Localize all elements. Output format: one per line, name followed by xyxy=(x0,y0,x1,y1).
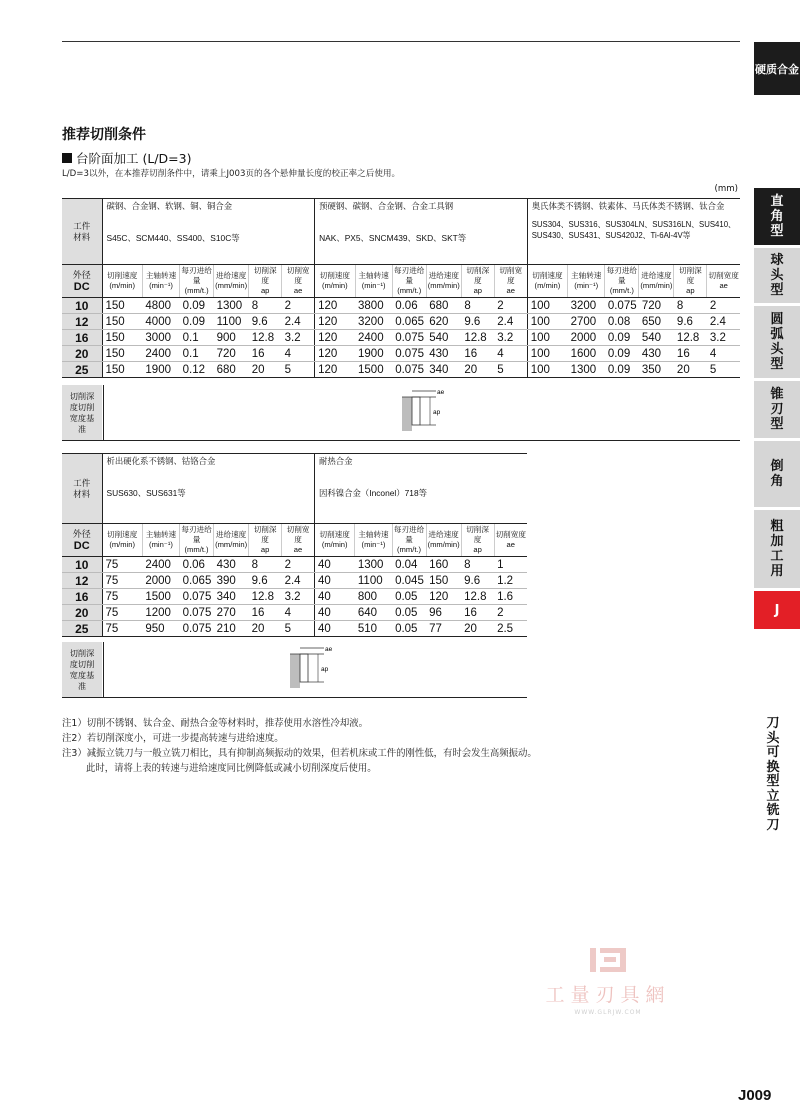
table-cell: 100 xyxy=(527,346,567,362)
watermark-url: WWW.GLRJW.COM xyxy=(574,1009,642,1016)
footnotes xyxy=(62,716,537,776)
svg-text:ap: ap xyxy=(321,666,329,673)
ae-ap-diagram-icon xyxy=(396,387,446,437)
table-cell: 0.1 xyxy=(180,330,214,346)
footnote-3: 注3）减振立铣刀与一般立铣刀相比，具有抑制高频振动的效果，但若机床或工件的刚性低，有时会发生高频振动。 xyxy=(62,748,537,759)
table-cell: 120 xyxy=(315,330,355,346)
table-cell: 0.075 xyxy=(392,346,426,362)
table-row xyxy=(62,330,740,346)
table-cell: 77 xyxy=(426,621,461,637)
column-header: 主轴转速 (min⁻¹) xyxy=(142,265,179,298)
diameter-value: 20 xyxy=(62,346,102,362)
column-header: 进给速度 (mm/min) xyxy=(214,265,249,298)
table-cell: 40 xyxy=(315,573,355,589)
table-cell: 12.8 xyxy=(461,330,494,346)
column-header: 每刃进给量 (mm/t.) xyxy=(180,524,214,557)
table-cell: 340 xyxy=(426,362,461,378)
footnote-3-continued: 此时，请将上表的转速与进给速度同比例降低或减小切削深度后使用。 xyxy=(86,763,377,774)
ld-note: L/D=3以外，在本推荐切削条件中，请乘上J003页的各个悬伸量长度的校正率之后使用。 xyxy=(62,169,401,179)
table-cell: 0.09 xyxy=(605,346,639,362)
column-header: 切削宽度 ae xyxy=(282,524,315,557)
diameter-value: 25 xyxy=(62,362,102,378)
table-cell: 100 xyxy=(527,330,567,346)
material-name: 预硬钢、碳钢、合金钢、合金工具钢 xyxy=(319,201,454,211)
table-cell: 2400 xyxy=(142,346,179,362)
table-cell: 120 xyxy=(426,589,461,605)
table-cell: 950 xyxy=(142,621,179,637)
material-cell xyxy=(315,454,528,524)
table-cell: 900 xyxy=(214,330,249,346)
column-header: 切削深度 ap xyxy=(249,265,282,298)
diameter-value: 16 xyxy=(62,589,102,605)
table-row xyxy=(62,298,740,314)
table-row xyxy=(62,605,527,621)
table-cell: 0.09 xyxy=(605,362,639,378)
side-tab-label: 粗加工用 xyxy=(770,519,784,579)
table-cell: 540 xyxy=(426,330,461,346)
table-cell: 1300 xyxy=(568,362,605,378)
table-cell: 40 xyxy=(315,557,355,573)
footnote-2: 注2）若切削深度小，可进一步提高转速与进给速度。 xyxy=(62,733,284,744)
table-cell: 1900 xyxy=(355,346,392,362)
table-cell: 2.4 xyxy=(707,314,740,330)
table-cell: 540 xyxy=(639,330,674,346)
table-cell: 4 xyxy=(282,346,315,362)
table-cell: 16 xyxy=(461,605,494,621)
table-cell: 3.2 xyxy=(282,330,315,346)
workpiece-label: 工件材料 xyxy=(62,199,102,265)
material-name: 碳钢、合金钢、软钢、铜、铜合金 xyxy=(106,201,233,211)
table-row xyxy=(62,557,527,573)
table-cell: 75 xyxy=(102,589,142,605)
column-header: 切削速度 (m/min) xyxy=(527,265,567,298)
table-cell: 5 xyxy=(282,621,315,637)
table-cell: 150 xyxy=(102,362,142,378)
column-header: 主轴转速 (min⁻¹) xyxy=(142,524,179,557)
table-cell: 160 xyxy=(426,557,461,573)
table-row xyxy=(62,314,740,330)
table-cell: 150 xyxy=(102,314,142,330)
svg-text:ae: ae xyxy=(325,646,333,653)
top-rule xyxy=(62,41,740,42)
table-cell: 75 xyxy=(102,557,142,573)
watermark-text: 工量刃具網 xyxy=(545,984,671,1006)
table-cell: 100 xyxy=(527,298,567,314)
table-cell: 1200 xyxy=(142,605,179,621)
page-number: J009 xyxy=(738,1087,772,1104)
table-cell: 3000 xyxy=(142,330,179,346)
table-cell: 0.06 xyxy=(180,557,214,573)
column-header: 切削深度 ap xyxy=(461,265,494,298)
table-cell: 640 xyxy=(355,605,392,621)
table-cell: 680 xyxy=(426,298,461,314)
column-header: 切削深度 ap xyxy=(249,524,282,557)
footnote-1: 注1）切削不锈钢、钛合金、耐热合金等材料时，推荐使用水溶性冷却液。 xyxy=(62,718,368,729)
diameter-value: 25 xyxy=(62,621,102,637)
column-header: 切削深度 ap xyxy=(674,265,707,298)
svg-text:ae: ae xyxy=(437,389,445,396)
table-cell: 2700 xyxy=(568,314,605,330)
table-cell: 2 xyxy=(282,557,315,573)
table-cell: 1300 xyxy=(355,557,392,573)
table-cell: 1.2 xyxy=(494,573,527,589)
side-tab-label: J xyxy=(774,602,780,618)
side-tab-6[interactable] xyxy=(754,510,800,588)
table-cell: 100 xyxy=(527,314,567,330)
material-grades: NAK、PX5、SNCM439、SKD、SKT等 xyxy=(319,232,467,243)
column-header: 每刃进给量 (mm/t.) xyxy=(180,265,214,298)
table-cell: 0.09 xyxy=(180,314,214,330)
side-tab-3[interactable] xyxy=(754,306,800,378)
table-cell: 680 xyxy=(214,362,249,378)
table-cell: 150 xyxy=(426,573,461,589)
column-header: 每刃进给量 (mm/t.) xyxy=(392,524,426,557)
column-header: 切削宽度 ae xyxy=(494,524,527,557)
material-cell xyxy=(102,454,315,524)
material-grades: SUS304、SUS316、SUS304LN、SUS316LN、SUS410、SUS430、SUS431、SUS420J2、Ti-6Al-4V等 xyxy=(531,219,736,240)
table-cell: 0.075 xyxy=(605,298,639,314)
table-cell: 3.2 xyxy=(494,330,527,346)
ae-ap-diagram-icon xyxy=(284,644,334,694)
table-cell: 120 xyxy=(315,346,355,362)
material-grades: SUS630、SUS631等 xyxy=(106,487,186,498)
material-cell xyxy=(315,199,528,265)
table-row xyxy=(62,621,527,637)
table-cell: 1300 xyxy=(214,298,249,314)
table-cell: 5 xyxy=(707,362,740,378)
table-cell: 430 xyxy=(426,346,461,362)
table-cell: 2400 xyxy=(355,330,392,346)
column-header: 切削宽度 ae xyxy=(282,265,315,298)
depth-basis-label: 切削深度切削宽度基准 xyxy=(62,642,102,697)
column-header: 主轴转速 (min⁻¹) xyxy=(568,265,605,298)
table-cell: 0.08 xyxy=(605,314,639,330)
table-cell: 20 xyxy=(249,362,282,378)
table-cell: 16 xyxy=(461,346,494,362)
table-cell: 0.05 xyxy=(392,589,426,605)
table-cell: 2 xyxy=(494,298,527,314)
column-header: 切削速度 (m/min) xyxy=(315,524,355,557)
subsection-label: 台阶面加工 (L/D=3) xyxy=(76,151,192,166)
table-cell: 4 xyxy=(282,605,315,621)
table-cell: 2.5 xyxy=(494,621,527,637)
diameter-value: 10 xyxy=(62,298,102,314)
table-cell: 8 xyxy=(249,298,282,314)
table-cell: 720 xyxy=(639,298,674,314)
table-cell: 0.075 xyxy=(392,330,426,346)
side-tab-5[interactable] xyxy=(754,441,800,507)
table-cell: 20 xyxy=(461,621,494,637)
table-cell: 210 xyxy=(214,621,249,637)
table-cell: 2.4 xyxy=(282,314,315,330)
table-cell: 100 xyxy=(527,362,567,378)
vertical-section-title: 刀头可换型立铣刀 xyxy=(766,716,780,833)
table-cell: 12.8 xyxy=(461,589,494,605)
side-tab-label: 直角型 xyxy=(770,194,784,239)
table-cell: 0.09 xyxy=(605,330,639,346)
table-cell: 800 xyxy=(355,589,392,605)
table-cell: 75 xyxy=(102,573,142,589)
diameter-value: 10 xyxy=(62,557,102,573)
table-row xyxy=(62,589,527,605)
diameter-label: 外径 DC xyxy=(62,265,102,298)
table-cell: 16 xyxy=(249,346,282,362)
table-cell: 0.06 xyxy=(392,298,426,314)
table-cell: 75 xyxy=(102,621,142,637)
table-cell: 1500 xyxy=(142,589,179,605)
column-header: 切削宽度 ae xyxy=(707,265,740,298)
side-tab-label: 球头型 xyxy=(770,253,784,298)
table-cell: 3.2 xyxy=(282,589,315,605)
side-tab-2[interactable] xyxy=(754,248,800,303)
diameter-value: 12 xyxy=(62,314,102,330)
side-tab-4[interactable] xyxy=(754,381,800,438)
table-cell: 620 xyxy=(426,314,461,330)
table-cell: 9.6 xyxy=(461,573,494,589)
table-cell: 1100 xyxy=(355,573,392,589)
table-cell: 9.6 xyxy=(249,573,282,589)
table-cell: 720 xyxy=(214,346,249,362)
column-header: 主轴转速 (min⁻¹) xyxy=(355,524,392,557)
table-cell: 0.075 xyxy=(180,621,214,637)
square-bullet-icon xyxy=(62,153,72,163)
table-row xyxy=(62,573,527,589)
table-cell: 20 xyxy=(461,362,494,378)
table-cell: 4000 xyxy=(142,314,179,330)
depth-diagram-cell xyxy=(103,642,527,697)
table-cell: 1.6 xyxy=(494,589,527,605)
table-cell: 2400 xyxy=(142,557,179,573)
table-cell: 650 xyxy=(639,314,674,330)
column-header: 进给速度 (mm/min) xyxy=(639,265,674,298)
table-cell: 2 xyxy=(494,605,527,621)
table-cell: 0.05 xyxy=(392,621,426,637)
table-cell: 9.6 xyxy=(461,314,494,330)
column-header: 切削速度 (m/min) xyxy=(102,265,142,298)
table-cell: 0.1 xyxy=(180,346,214,362)
table-cell: 2.4 xyxy=(282,573,315,589)
side-tab-label: 倒角 xyxy=(770,459,784,489)
cutting-conditions-table-2 xyxy=(62,453,527,637)
table-cell: 96 xyxy=(426,605,461,621)
table-cell: 2000 xyxy=(568,330,605,346)
column-header: 进给速度 (mm/min) xyxy=(426,265,461,298)
table-cell: 270 xyxy=(214,605,249,621)
table-cell: 16 xyxy=(674,346,707,362)
side-tab-label: 圆弧头型 xyxy=(770,312,784,372)
table-cell: 1900 xyxy=(142,362,179,378)
table-cell: 3800 xyxy=(355,298,392,314)
table-cell: 5 xyxy=(282,362,315,378)
depth-diagram-cell xyxy=(103,385,740,440)
table-cell: 0.04 xyxy=(392,557,426,573)
table-cell: 1600 xyxy=(568,346,605,362)
table-cell: 1 xyxy=(494,557,527,573)
diameter-label: 外径 DC xyxy=(62,524,102,557)
table-cell: 8 xyxy=(249,557,282,573)
column-header: 每刃进给量 (mm/t.) xyxy=(605,265,639,298)
subsection-title xyxy=(62,149,191,167)
table-cell: 3.2 xyxy=(707,330,740,346)
depth-basis-row-2 xyxy=(62,642,527,698)
column-header: 主轴转速 (min⁻¹) xyxy=(355,265,392,298)
table-cell: 12.8 xyxy=(249,589,282,605)
column-header: 切削宽度 ae xyxy=(494,265,527,298)
table-cell: 0.045 xyxy=(392,573,426,589)
table-cell: 350 xyxy=(639,362,674,378)
cutting-conditions-table-1 xyxy=(62,198,740,378)
side-tab-list xyxy=(754,188,800,632)
table-cell: 12.8 xyxy=(674,330,707,346)
table-cell: 0.05 xyxy=(392,605,426,621)
table-cell: 4 xyxy=(494,346,527,362)
diameter-value: 16 xyxy=(62,330,102,346)
table-cell: 8 xyxy=(461,557,494,573)
table-cell: 20 xyxy=(674,362,707,378)
column-header: 进给速度 (mm/min) xyxy=(214,524,249,557)
table-cell: 340 xyxy=(214,589,249,605)
table-cell: 0.075 xyxy=(180,589,214,605)
table-cell: 390 xyxy=(214,573,249,589)
section-title: 推荐切削条件 xyxy=(62,127,146,143)
side-tab-7[interactable] xyxy=(754,591,800,629)
table-cell: 120 xyxy=(315,314,355,330)
workpiece-label: 工件材料 xyxy=(62,454,102,524)
table-cell: 9.6 xyxy=(249,314,282,330)
table-cell: 120 xyxy=(315,298,355,314)
table-row xyxy=(62,362,740,378)
material-cell xyxy=(102,199,315,265)
table-cell: 8 xyxy=(461,298,494,314)
table-cell: 12.8 xyxy=(249,330,282,346)
depth-basis-label: 切削深度切削宽度基准 xyxy=(62,385,102,440)
table-cell: 4 xyxy=(707,346,740,362)
material-name: 奥氏体类不锈钢、铁素体、马氏体类不锈钢、钛合金 xyxy=(531,201,725,211)
table-cell: 16 xyxy=(249,605,282,621)
table-cell: 40 xyxy=(315,605,355,621)
column-header: 切削速度 (m/min) xyxy=(315,265,355,298)
svg-text:ap: ap xyxy=(433,409,441,416)
table-cell: 120 xyxy=(315,362,355,378)
category-tab-carbide[interactable]: 硬质合金 xyxy=(754,42,800,95)
material-name: 耐热合金 xyxy=(319,456,353,466)
table-cell: 0.12 xyxy=(180,362,214,378)
table-cell: 0.065 xyxy=(180,573,214,589)
column-header: 每刃进给量 (mm/t.) xyxy=(392,265,426,298)
diameter-value: 20 xyxy=(62,605,102,621)
table-cell: 2000 xyxy=(142,573,179,589)
table-cell: 9.6 xyxy=(674,314,707,330)
watermark xyxy=(538,946,678,1016)
table-cell: 0.075 xyxy=(180,605,214,621)
depth-basis-row-1 xyxy=(62,385,740,441)
table-cell: 3200 xyxy=(568,298,605,314)
table-cell: 150 xyxy=(102,330,142,346)
table-cell: 40 xyxy=(315,589,355,605)
table-row xyxy=(62,346,740,362)
diameter-value: 12 xyxy=(62,573,102,589)
material-grades: S45C、SCM440、SS400、S10C等 xyxy=(106,232,240,243)
table-cell: 150 xyxy=(102,298,142,314)
material-name: 析出硬化系不锈钢、钴铬合金 xyxy=(106,456,216,466)
table-cell: 2 xyxy=(282,298,315,314)
table-cell: 150 xyxy=(102,346,142,362)
table-cell: 2.4 xyxy=(494,314,527,330)
side-tab-1[interactable] xyxy=(754,188,800,245)
column-header: 切削速度 (m/min) xyxy=(102,524,142,557)
table-cell: 40 xyxy=(315,621,355,637)
table-cell: 20 xyxy=(249,621,282,637)
table-cell: 8 xyxy=(674,298,707,314)
unit-label: (mm) xyxy=(714,184,738,194)
watermark-logo-icon xyxy=(588,946,628,974)
table-cell: 1100 xyxy=(214,314,249,330)
column-header: 切削深度 ap xyxy=(461,524,494,557)
table-cell: 75 xyxy=(102,605,142,621)
table-cell: 0.075 xyxy=(392,362,426,378)
column-header: 进给速度 (mm/min) xyxy=(426,524,461,557)
material-cell xyxy=(527,199,740,265)
table-cell: 0.09 xyxy=(180,298,214,314)
table-cell: 5 xyxy=(494,362,527,378)
table-cell: 0.065 xyxy=(392,314,426,330)
table-cell: 510 xyxy=(355,621,392,637)
table-cell: 4800 xyxy=(142,298,179,314)
material-grades: 因科镍合金（Inconel）718等 xyxy=(319,487,427,498)
side-tab-label: 锥刃型 xyxy=(770,387,784,432)
table-cell: 1500 xyxy=(355,362,392,378)
table-cell: 3200 xyxy=(355,314,392,330)
table-cell: 430 xyxy=(639,346,674,362)
table-cell: 2 xyxy=(707,298,740,314)
table-cell: 430 xyxy=(214,557,249,573)
